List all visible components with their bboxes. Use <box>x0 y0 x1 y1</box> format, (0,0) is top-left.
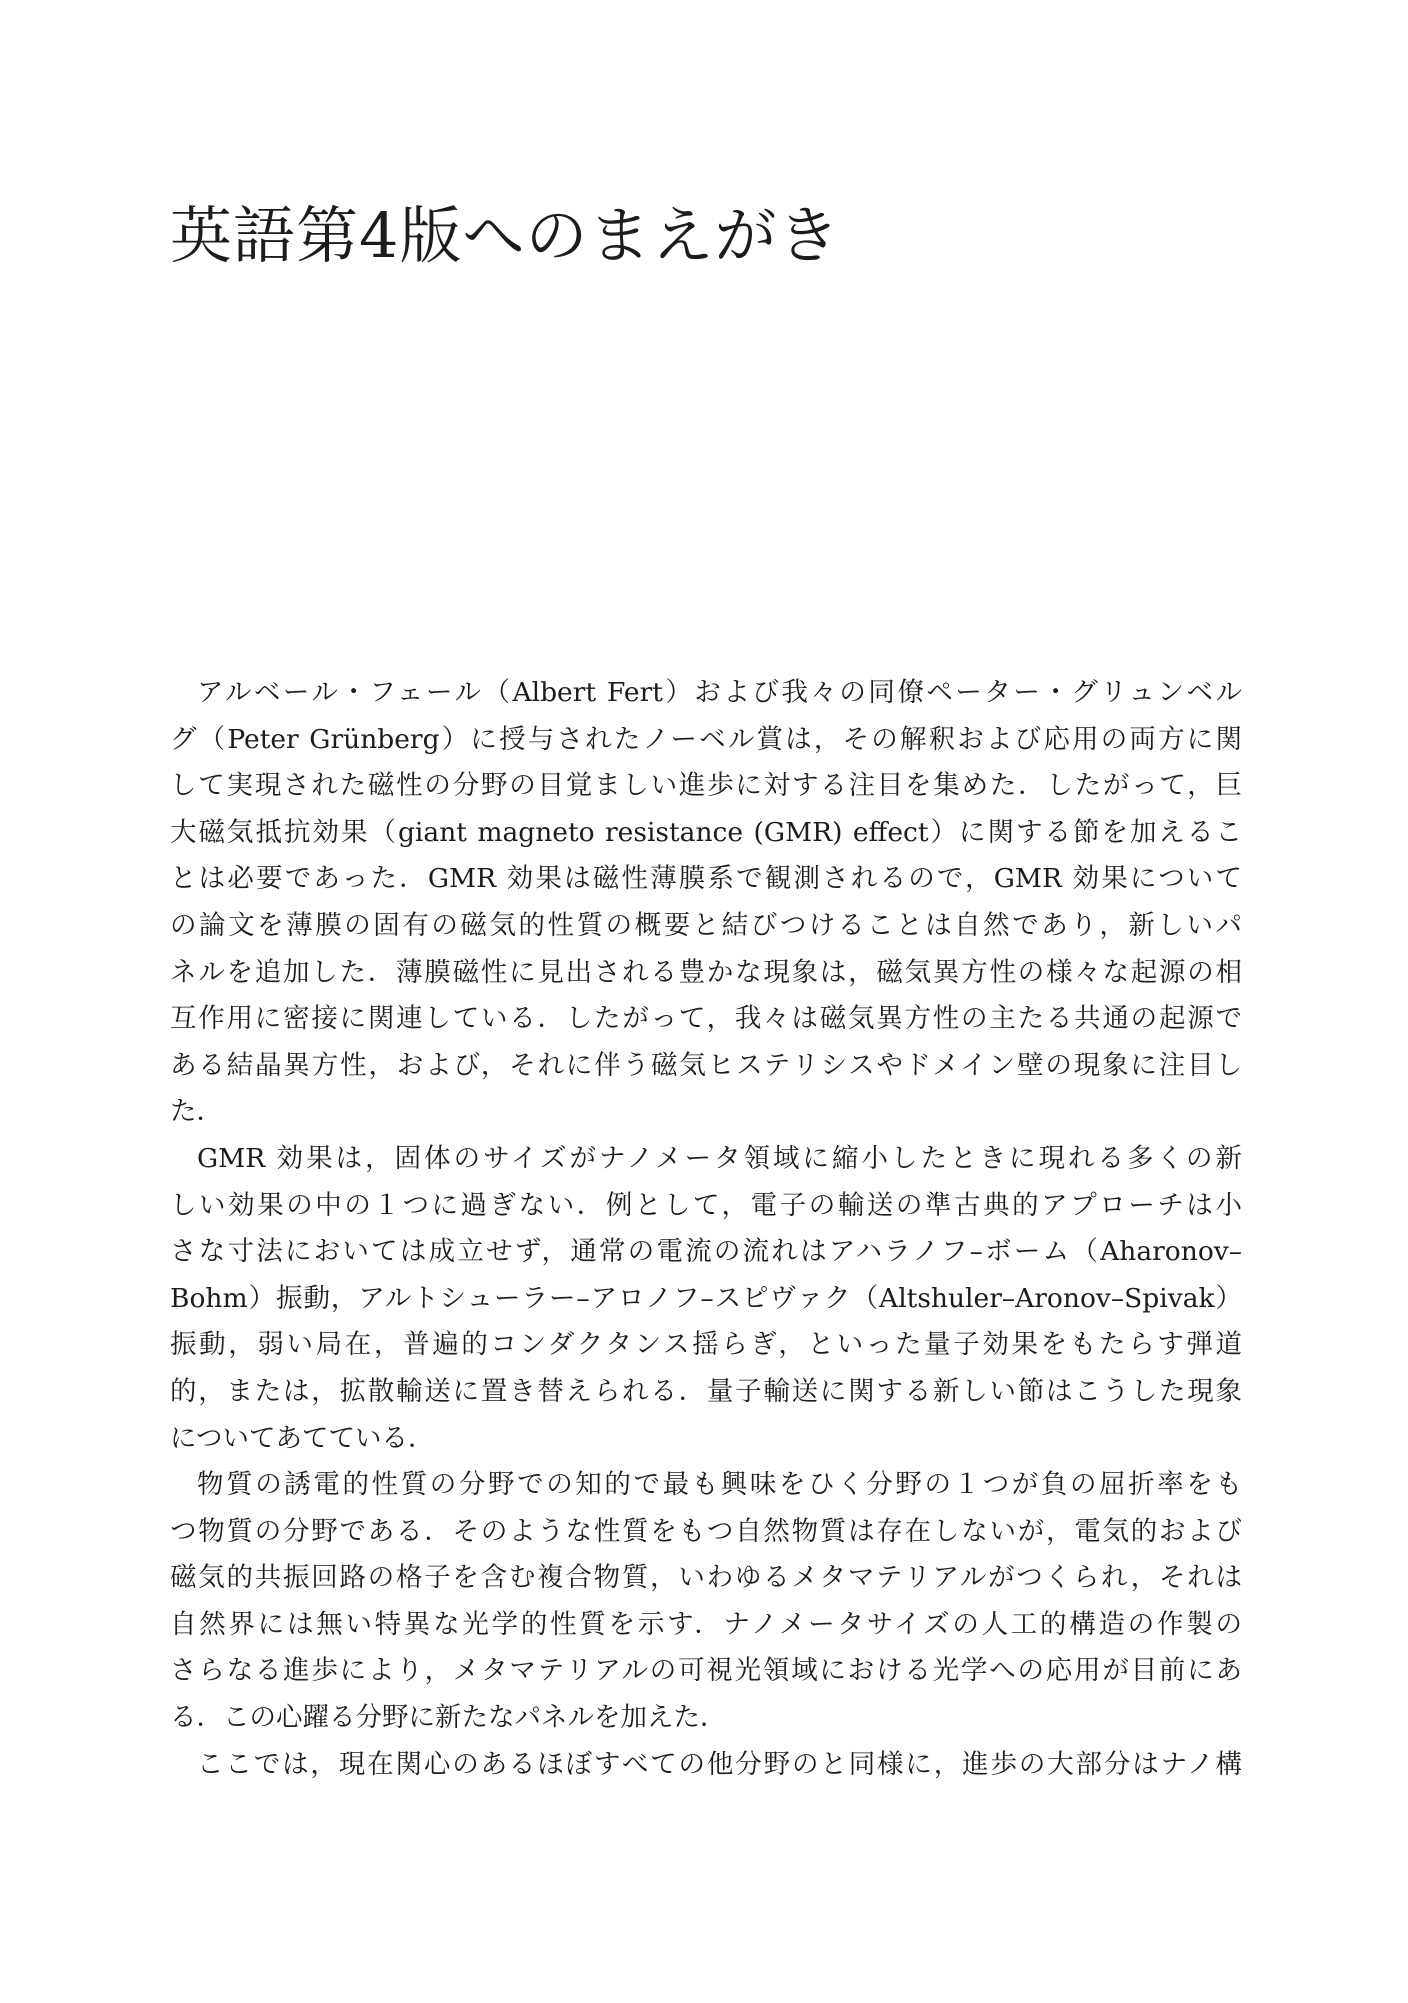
text-line: して実現された磁性の分野の目覚ましい進歩に対する注目を集めた．したがって，巨 <box>170 770 1242 802</box>
text-line: グ（Peter Grünberg）に授与されたノーベル賞は，その解釈および応用の両方に関 <box>170 723 1242 755</box>
text-line: アルベール・フェール（Albert Fert）および我々の同僚ペーター・グリュンベル <box>197 677 1242 708</box>
paragraph <box>170 1742 1242 1789</box>
text-line: についてあてている． <box>170 1422 435 1454</box>
text-line: の論文を薄膜の固有の磁気的性質の概要と結びつけることは自然であり，新しいパ <box>170 909 1242 941</box>
paragraph <box>170 670 1242 1136</box>
text-line: つ物質の分野である．そのような性質をもつ自然物質は存在しないが，電気的および <box>170 1515 1242 1547</box>
text-line: GMR 効果は，固体のサイズがナノメータ領域に縮小したときに現れる多くの新 <box>197 1142 1242 1174</box>
text-line: る．この心躍る分野に新たなパネルを加えた． <box>170 1702 727 1734</box>
body-text <box>170 670 1242 1788</box>
paragraph <box>170 1462 1242 1742</box>
text-line: 互作用に密接に関連している．したがって，我々は磁気異方性の主たる共通の起源で <box>170 1003 1242 1035</box>
text-line: 磁気的共振回路の格子を含む複合物質，いわゆるメタマテリアルがつくられ，それは <box>170 1562 1242 1594</box>
text-line: さな寸法においては成立せず，通常の電流の流れはアハラノフ–ボーム（Aharonov– <box>170 1236 1242 1268</box>
text-line: 自然界には無い特異な光学的性質を示す．ナノメータサイズの人工的構造の作製の <box>170 1608 1242 1640</box>
text-line: 大磁気抵抗効果（giant magneto resistance (GMR) effect）に関する節を加えるこ <box>170 816 1242 848</box>
text-line: Bohm）振動，アルトシューラー–アロノフ–スピヴァク（Altshuler–Aronov–Spivak） <box>170 1282 1242 1314</box>
chapter-title: 英語第4版へのまえがき <box>170 199 841 272</box>
paragraph <box>170 1136 1242 1462</box>
text-line: 振動，弱い局在，普遍的コンダクタンス揺らぎ，といった量子効果をもたらす弾道 <box>170 1329 1242 1361</box>
text-line: 的，または，拡散輸送に置き替えられる．量子輸送に関する新しい節はこうした現象 <box>170 1375 1242 1407</box>
text-line: ネルを追加した．薄膜磁性に見出される豊かな現象は，磁気異方性の様々な起源の相 <box>170 956 1242 988</box>
text-line: さらなる進歩により，メタマテリアルの可視光領域における光学への応用が目前にあ <box>170 1655 1242 1687</box>
text-line: とは必要であった．GMR 効果は磁性薄膜系で観測されるので，GMR 効果について <box>170 863 1242 895</box>
text-line: ある結晶異方性，および，それに伴う磁気ヒステリシスやドメイン壁の現象に注目し <box>170 1049 1242 1081</box>
text-line: 物質の誘電的性質の分野での知的で最も興味をひく分野の１つが負の屈折率をも <box>197 1469 1242 1501</box>
text-line: ここでは，現在関心のあるほぼすべての他分野のと同様に，進歩の大部分はナノ構 <box>197 1748 1242 1780</box>
text-line: た． <box>170 1096 223 1128</box>
text-line: しい効果の中の１つに過ぎない．例として，電子の輸送の準古典的アプローチは小 <box>170 1189 1242 1221</box>
